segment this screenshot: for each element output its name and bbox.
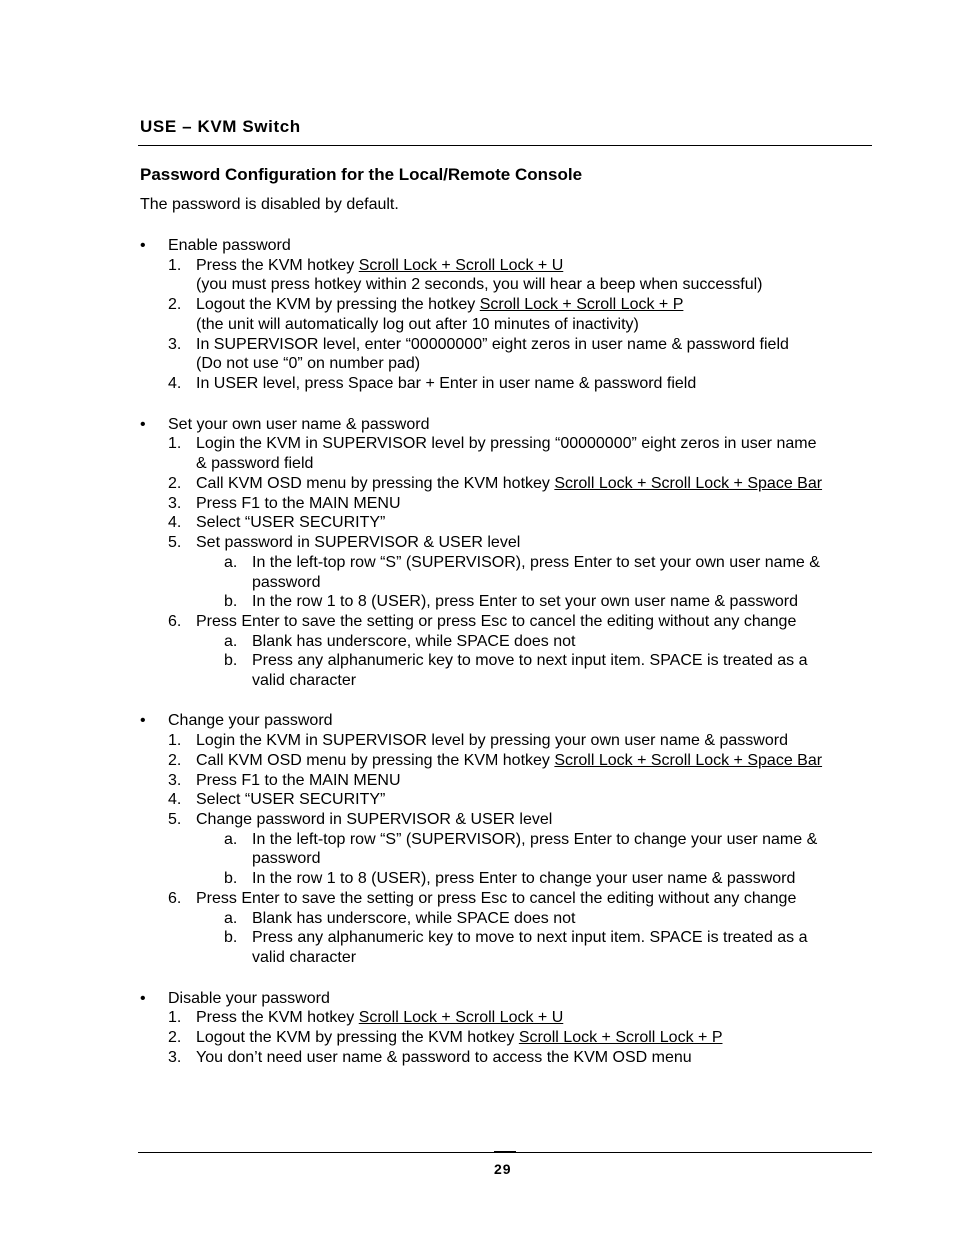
step-text: Press Enter to save the setting or press Esc to cancel the editing without any change bbox=[196, 613, 797, 630]
step-text: Change password in SUPERVISOR & USER level bbox=[196, 811, 553, 828]
hotkey: Scroll Lock + Scroll Lock + Space Bar bbox=[554, 752, 823, 769]
step-number: 3. bbox=[168, 1049, 182, 1066]
substep-text: In the left-top row “S” (SUPERVISOR), press Enter to change your user name & bbox=[252, 831, 818, 848]
step-text: Press the KVM hotkey Scroll Lock + Scroll Lock + U bbox=[196, 257, 564, 274]
substep-letter: b. bbox=[224, 593, 238, 610]
step-text: In SUPERVISOR level, enter “00000000” eight zeros in user name & password field bbox=[196, 336, 789, 353]
substep-text-continued: password bbox=[252, 850, 321, 867]
bullet-title: Disable your password bbox=[168, 990, 330, 1007]
step-number: 3. bbox=[168, 772, 182, 789]
step-number: 6. bbox=[168, 890, 182, 907]
step-number: 2. bbox=[168, 475, 182, 492]
step-number: 1. bbox=[168, 732, 182, 749]
step-number: 4. bbox=[168, 375, 182, 392]
step-number: 1. bbox=[168, 435, 182, 452]
substep-text-continued: valid character bbox=[252, 949, 357, 966]
step-number: 4. bbox=[168, 791, 182, 808]
step-text: Select “USER SECURITY” bbox=[196, 514, 386, 531]
substep-text-continued: valid character bbox=[252, 672, 357, 689]
step-text: Press F1 to the MAIN MENU bbox=[196, 772, 401, 789]
step-number: 3. bbox=[168, 336, 182, 353]
step-text-continued: & password field bbox=[196, 455, 314, 472]
page-number: 29 bbox=[494, 1161, 512, 1177]
substep-letter: b. bbox=[224, 652, 238, 669]
bullet-title: Change your password bbox=[168, 712, 333, 729]
step-number: 3. bbox=[168, 495, 182, 512]
substep-letter: a. bbox=[224, 554, 238, 571]
hotkey: Scroll Lock + Scroll Lock + P bbox=[479, 296, 684, 313]
substep-letter: a. bbox=[224, 910, 238, 927]
footer-tab-mark bbox=[494, 1151, 516, 1153]
header-rule bbox=[138, 145, 872, 146]
step-text: Set password in SUPERVISOR & USER level bbox=[196, 534, 521, 551]
step-text: Logout the KVM by pressing the hotkey Scroll Lock + Scroll Lock + P bbox=[196, 296, 684, 313]
substep-text: Blank has underscore, while SPACE does not bbox=[252, 910, 576, 927]
substep-text: Press any alphanumeric key to move to next input item. SPACE is treated as a bbox=[252, 652, 808, 669]
substep-text: Blank has underscore, while SPACE does not bbox=[252, 633, 576, 650]
hotkey: Scroll Lock + Scroll Lock + U bbox=[358, 257, 564, 274]
step-text: Login the KVM in SUPERVISOR level by pressing “00000000” eight zeros in user name bbox=[196, 435, 817, 452]
step-text: Press Enter to save the setting or press Esc to cancel the editing without any change bbox=[196, 890, 797, 907]
bullet: • bbox=[140, 990, 146, 1007]
step-text: Press the KVM hotkey Scroll Lock + Scroll Lock + U bbox=[196, 1009, 564, 1026]
step-text: Call KVM OSD menu by pressing the KVM hotkey Scroll Lock + Scroll Lock + Space Bar bbox=[196, 752, 823, 769]
page-header: USE – KVM Switch bbox=[140, 117, 301, 136]
substep-letter: a. bbox=[224, 633, 238, 650]
bullet: • bbox=[140, 416, 146, 433]
substep-text: In the left-top row “S” (SUPERVISOR), press Enter to set your own user name & bbox=[252, 554, 820, 571]
hotkey: Scroll Lock + Scroll Lock + U bbox=[358, 1009, 564, 1026]
step-text: Select “USER SECURITY” bbox=[196, 791, 386, 808]
step-number: 2. bbox=[168, 1029, 182, 1046]
bullet-title: Enable password bbox=[168, 237, 291, 254]
step-text: You don’t need user name & password to access the KVM OSD menu bbox=[196, 1049, 692, 1066]
substep-letter: b. bbox=[224, 929, 238, 946]
bullet: • bbox=[140, 237, 146, 254]
step-number: 1. bbox=[168, 1009, 182, 1026]
substep-text-continued: password bbox=[252, 574, 321, 591]
hotkey: Scroll Lock + Scroll Lock + P bbox=[518, 1029, 723, 1046]
step-number: 2. bbox=[168, 296, 182, 313]
step-number: 4. bbox=[168, 514, 182, 531]
step-note: (Do not use “0” on number pad) bbox=[196, 355, 421, 372]
step-number: 2. bbox=[168, 752, 182, 769]
step-text: Press F1 to the MAIN MENU bbox=[196, 495, 401, 512]
substep-letter: a. bbox=[224, 831, 238, 848]
step-text: Call KVM OSD menu by pressing the KVM hotkey Scroll Lock + Scroll Lock + Space Bar bbox=[196, 475, 823, 492]
step-number: 1. bbox=[168, 257, 182, 274]
step-note: (you must press hotkey within 2 seconds, you will hear a beep when successful) bbox=[196, 276, 763, 293]
step-note: (the unit will automatically log out after 10 minutes of inactivity) bbox=[196, 316, 639, 333]
step-number: 5. bbox=[168, 811, 182, 828]
step-text: Login the KVM in SUPERVISOR level by pressing your own user name & password bbox=[196, 732, 788, 749]
intro-text: The password is disabled by default. bbox=[140, 196, 399, 213]
bullet: • bbox=[140, 712, 146, 729]
hotkey: Scroll Lock + Scroll Lock + Space Bar bbox=[554, 475, 823, 492]
bullet-title: Set your own user name & password bbox=[168, 416, 430, 433]
substep-text: In the row 1 to 8 (USER), press Enter to set your own user name & password bbox=[252, 593, 799, 610]
section-title: Password Configuration for the Local/Remote Console bbox=[140, 165, 583, 184]
step-number: 5. bbox=[168, 534, 182, 551]
substep-text: In the row 1 to 8 (USER), press Enter to change your user name & password bbox=[252, 870, 796, 887]
substep-text: Press any alphanumeric key to move to next input item. SPACE is treated as a bbox=[252, 929, 808, 946]
step-text: In USER level, press Space bar + Enter in user name & password field bbox=[196, 375, 697, 392]
substep-letter: b. bbox=[224, 870, 238, 887]
step-number: 6. bbox=[168, 613, 182, 630]
step-text: Logout the KVM by pressing the KVM hotkey Scroll Lock + Scroll Lock + P bbox=[196, 1029, 723, 1046]
